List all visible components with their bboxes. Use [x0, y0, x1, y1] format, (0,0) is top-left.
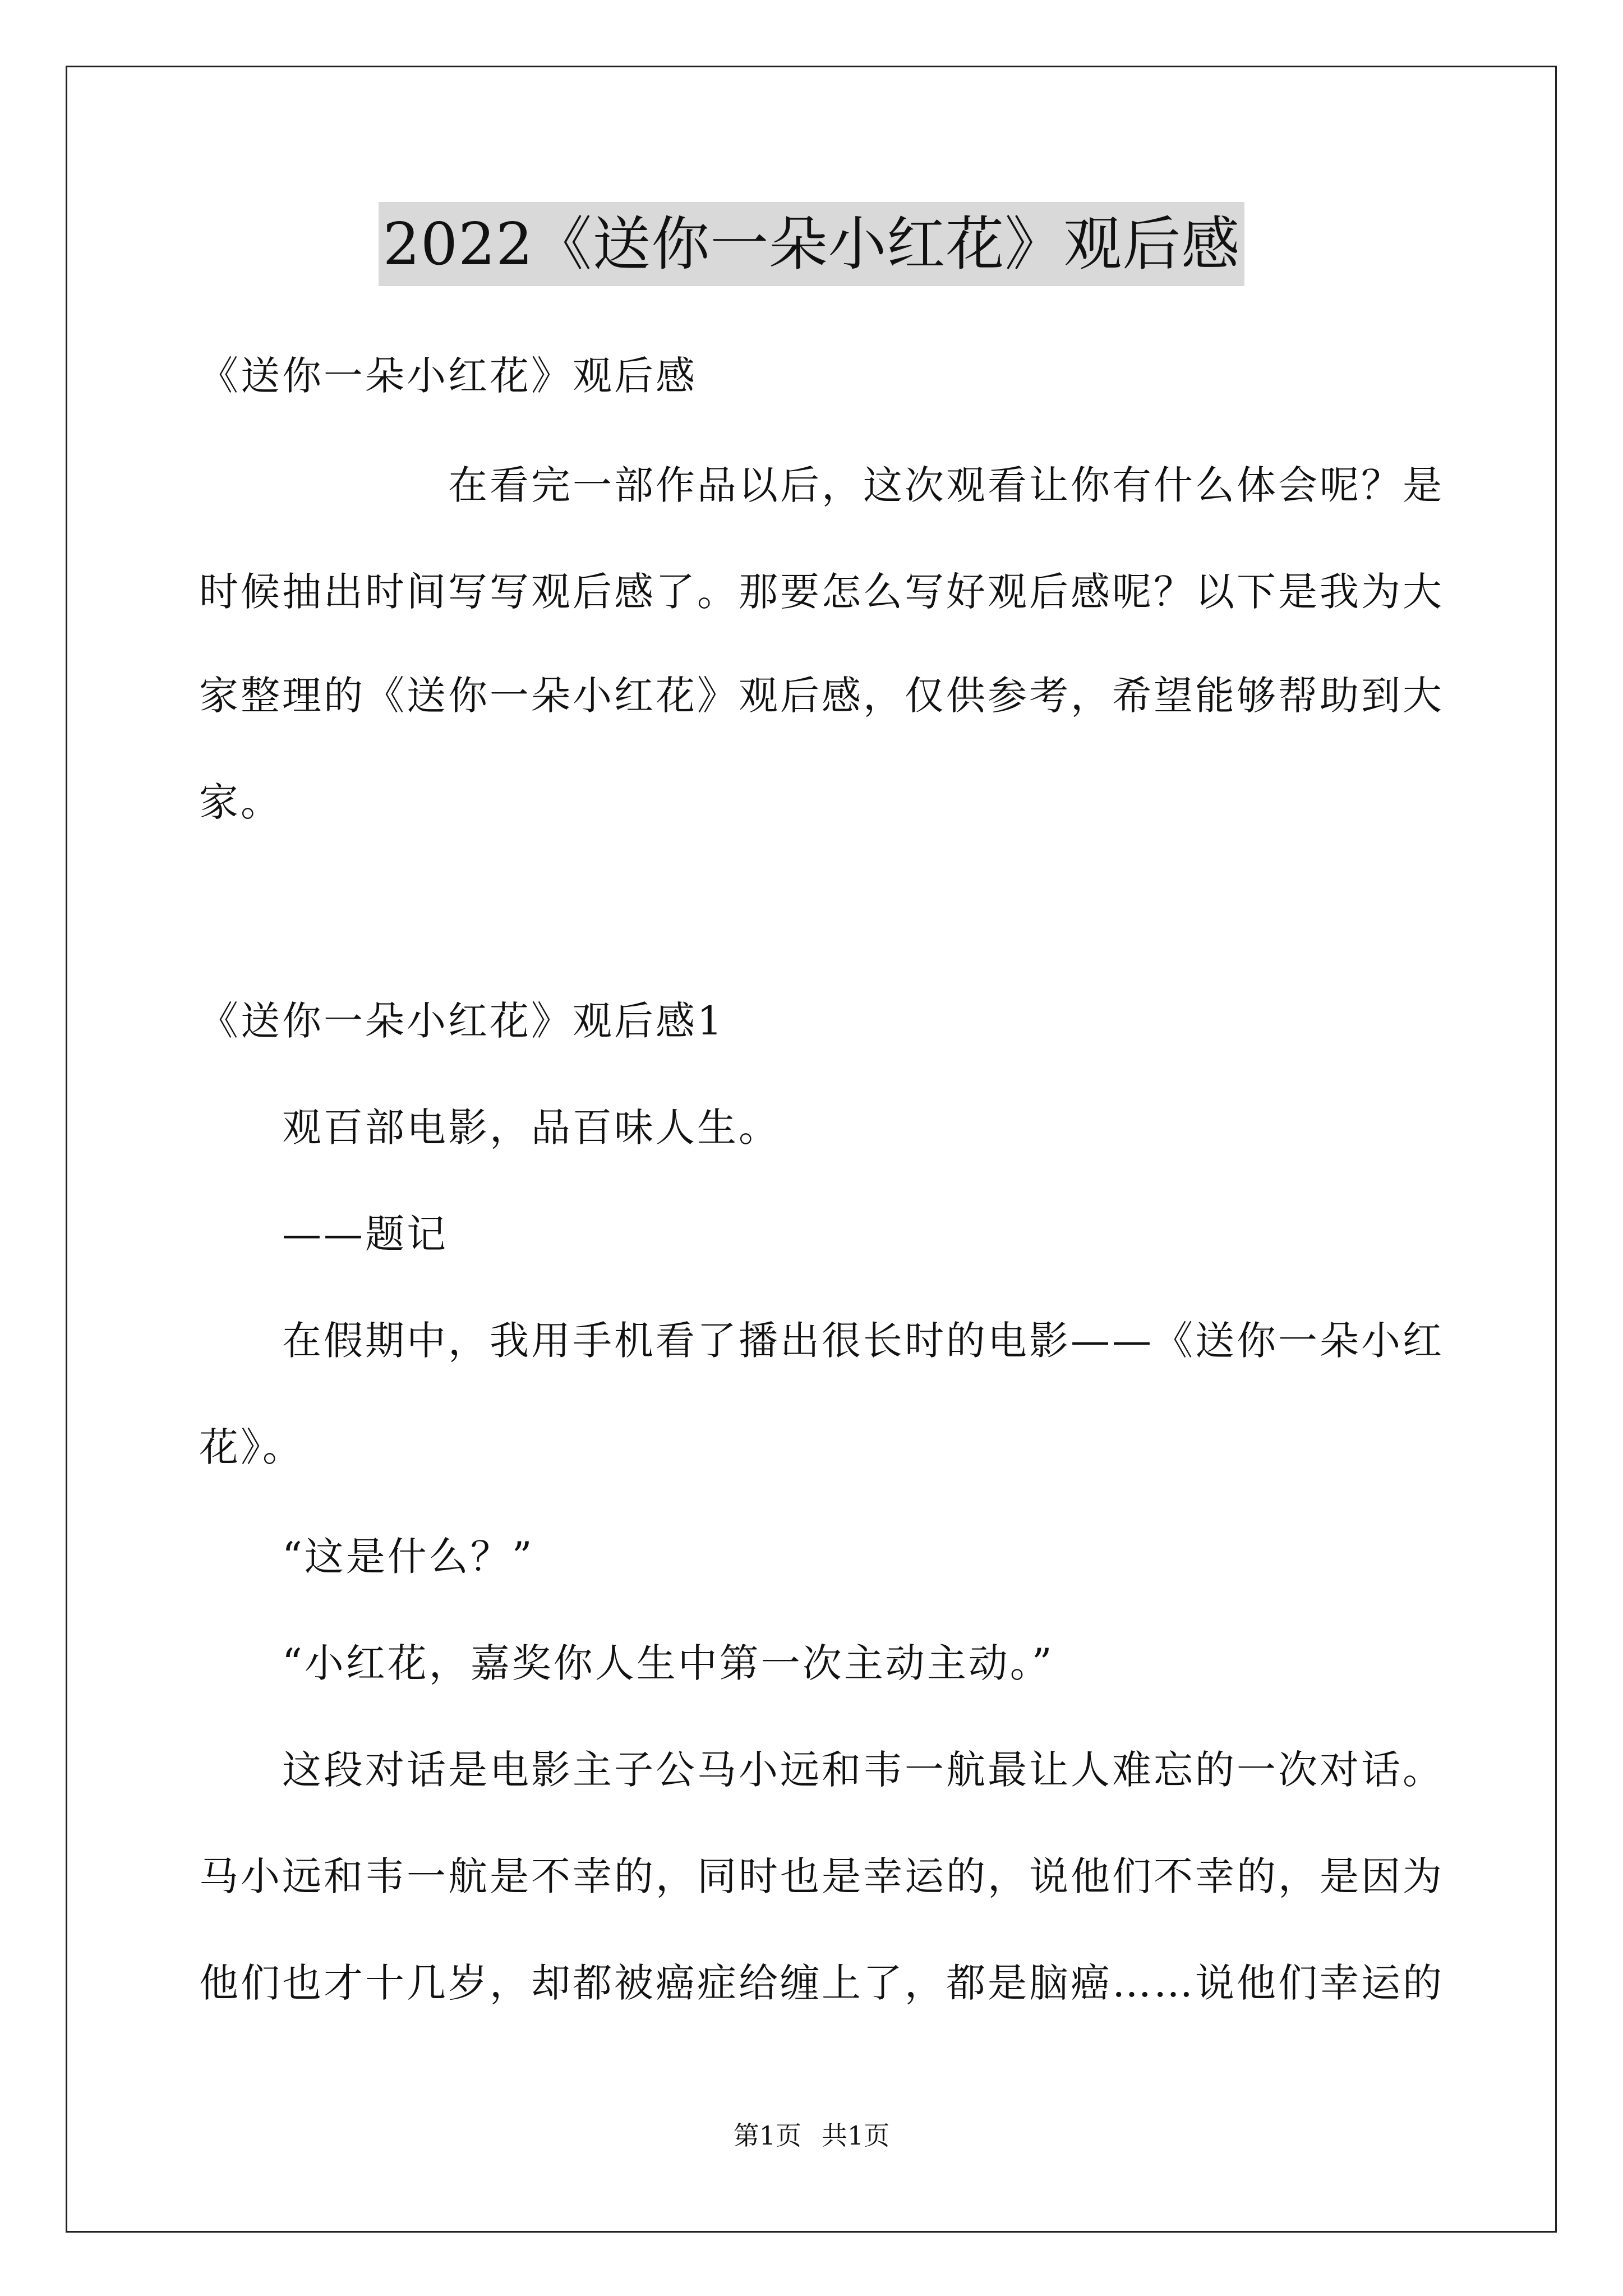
- page-number: 第1页: [733, 2120, 801, 2151]
- paragraph-line: 观百部电影，品百味人生。: [199, 1105, 780, 1151]
- paragraph-line: 在看完一部作品以后，这次观看让你有什么体会呢？是: [199, 462, 1444, 508]
- paragraph-line: “小红花，嘉奖你人生中第一次主动主动。”: [199, 1640, 1054, 1686]
- paragraph-line: 花》。: [199, 1424, 304, 1470]
- paragraph-line: 在假期中，我用手机看了播出很长时的电影——《送你一朵小红: [199, 1318, 1444, 1364]
- paragraph-line: ——题记: [199, 1211, 448, 1257]
- page-total: 共1页: [822, 2120, 890, 2151]
- section-heading: 《送你一朵小红花》观后感1: [199, 998, 725, 1044]
- document-title: 2022《送你一朵小红花》观后感: [379, 202, 1245, 286]
- paragraph-line: 时候抽出时间写写观后感了。那要怎么写好观后感呢？以下是我为大: [199, 569, 1444, 615]
- paragraph-line: 马小远和韦一航是不幸的，同时也是幸运的，说他们不幸的，是因为: [199, 1853, 1444, 1899]
- paragraph-line: 家整理的《送你一朵小红花》观后感，仅供参考，希望能够帮助到大: [199, 673, 1444, 719]
- paragraph-line: “这是什么？”: [199, 1534, 534, 1580]
- page-footer: [0, 2116, 1623, 2155]
- title-container: [0, 202, 1623, 286]
- paragraph-line: 这段对话是电影主子公马小远和韦一航最让人难忘的一次对话。: [199, 1747, 1444, 1793]
- paragraph-line: 家。: [199, 779, 282, 825]
- section-heading: 《送你一朵小红花》观后感: [199, 353, 697, 399]
- paragraph-line: 他们也才十几岁，却都被癌症给缠上了，都是脑癌……说他们幸运的: [199, 1960, 1444, 2006]
